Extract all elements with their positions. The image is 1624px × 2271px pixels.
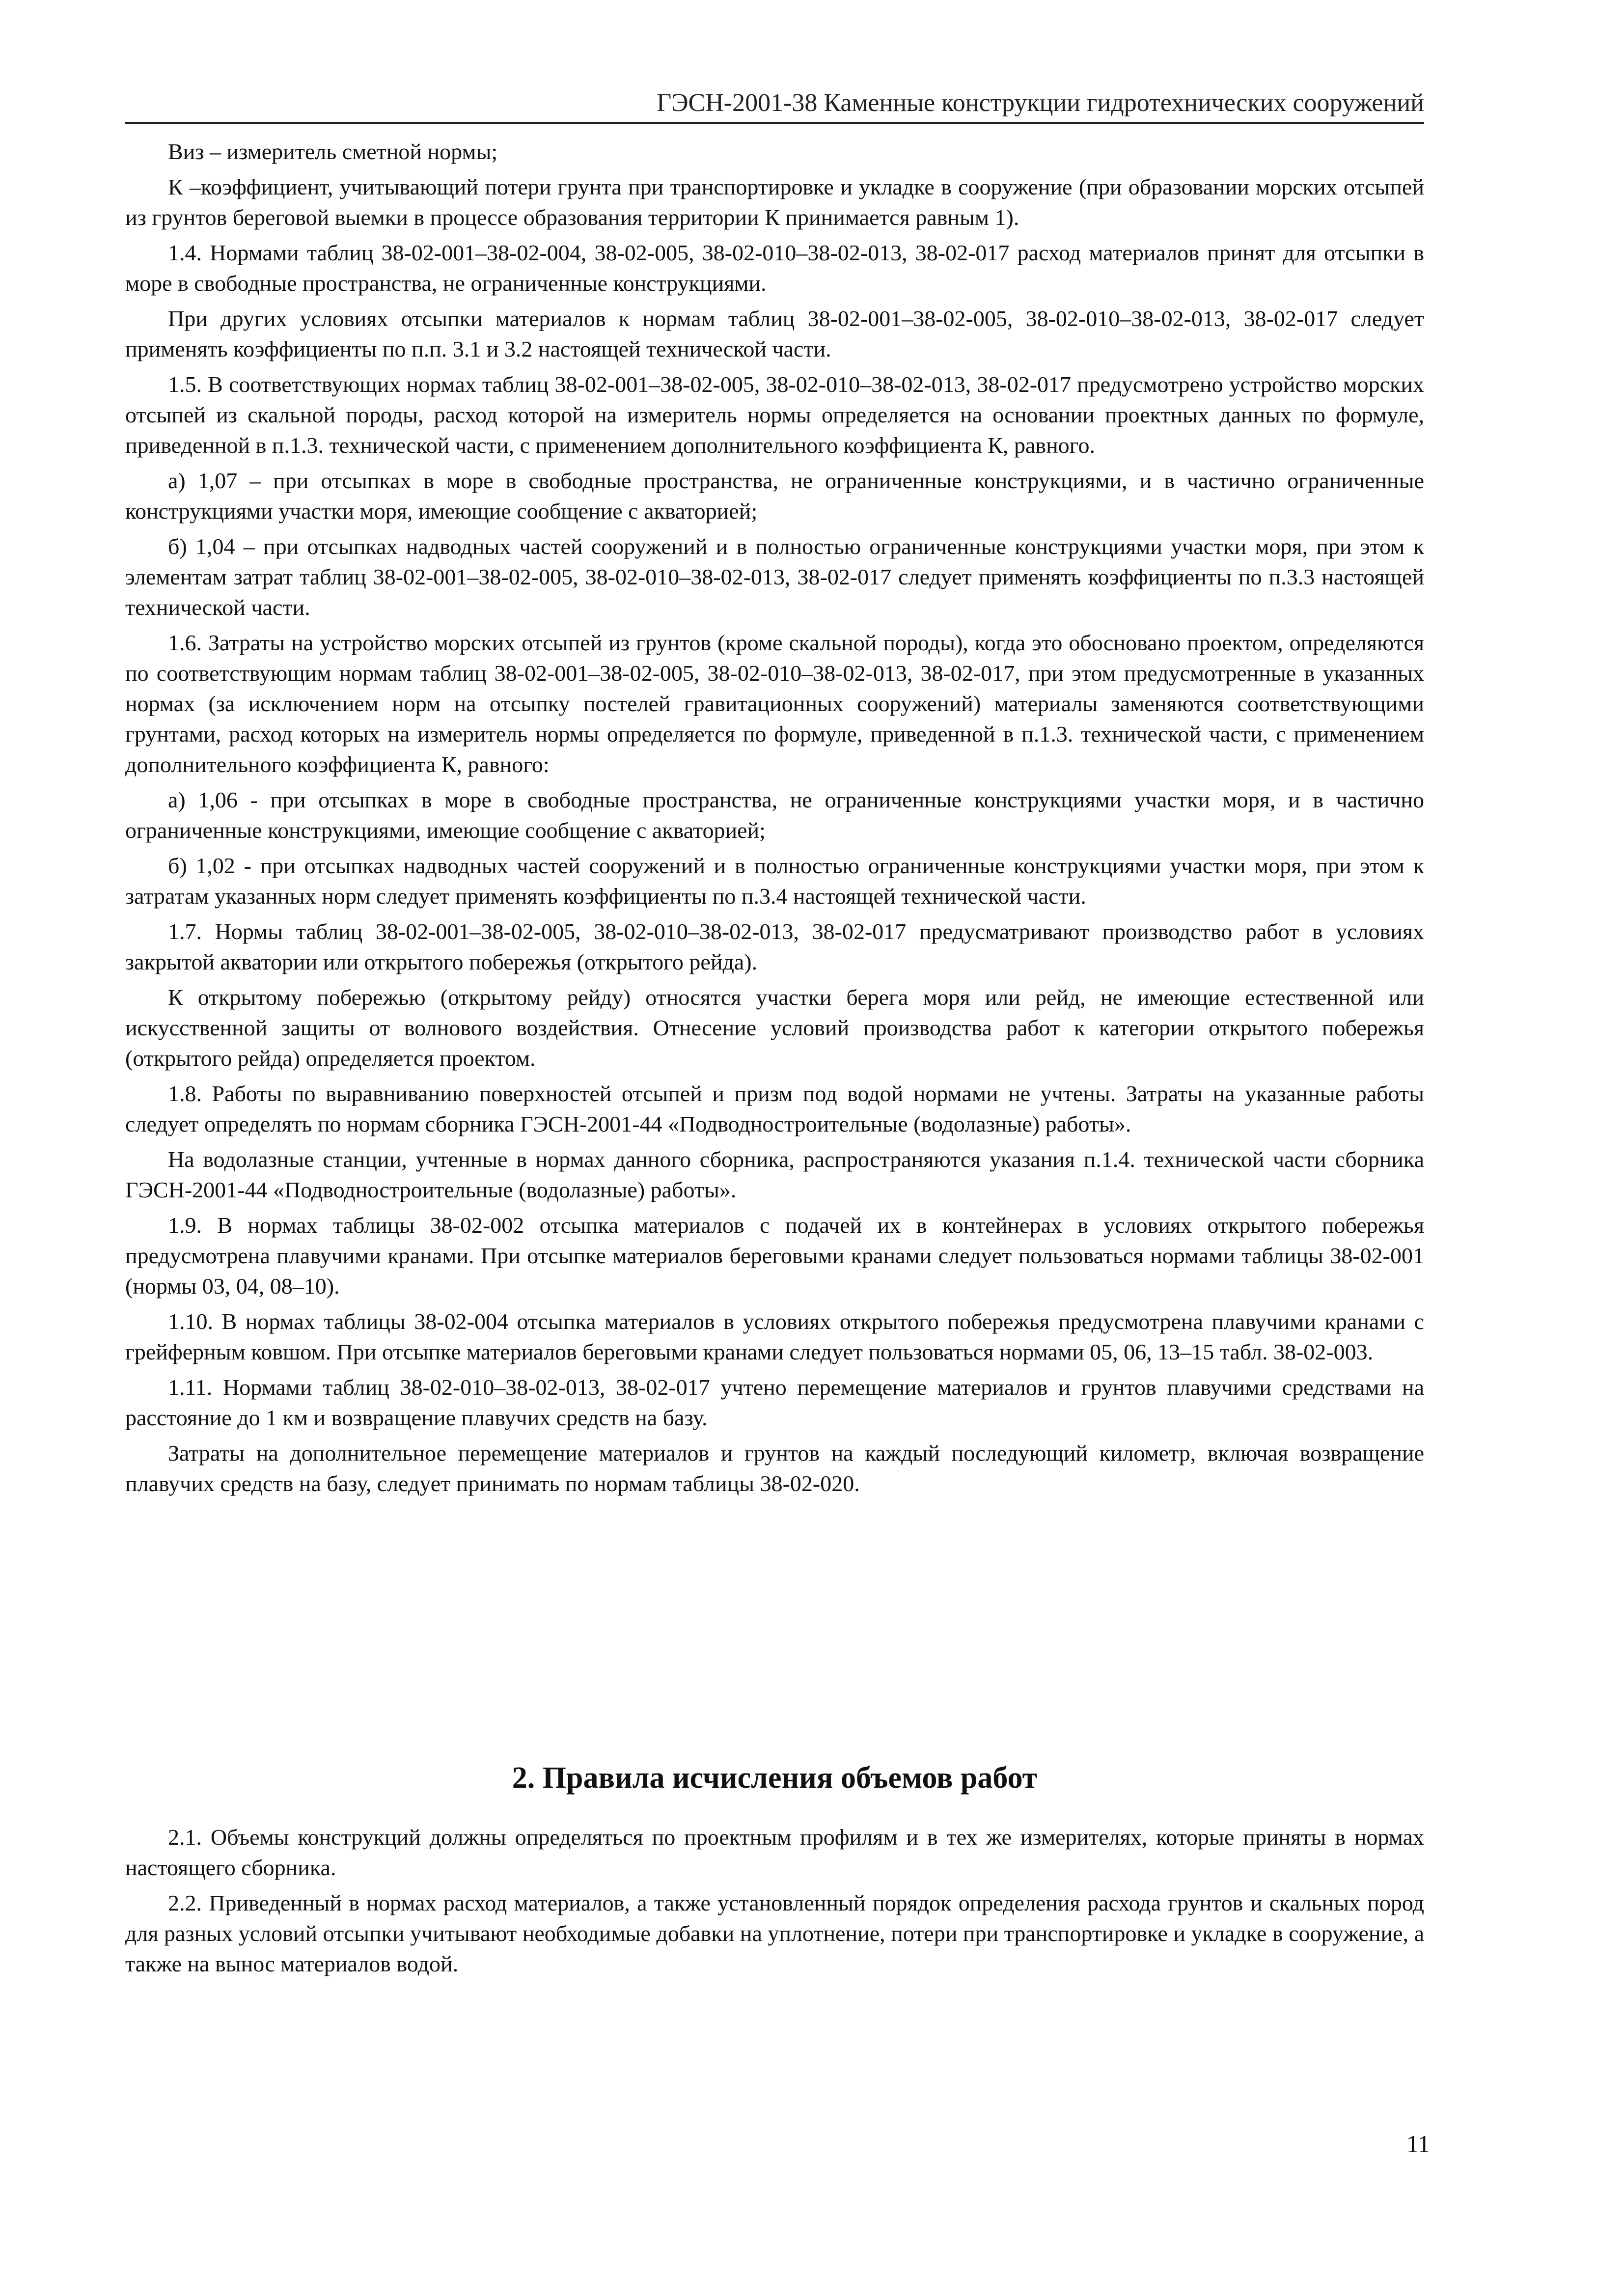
section-text bbox=[125, 1822, 1424, 1984]
paragraph-1-6-b: б) 1,02 - при отсыпках надводных частей сооружений и в полностью ограниченные конструкциями участки моря, при этом к затратам указанных норм следует применять коэффициенты по п.3.4 настоящей технической части. bbox=[125, 853, 1424, 909]
paragraph-1-7: 1.7. Нормы таблиц 38-02-001–38-02-005, 38-02-010–38-02-013, 38-02-017 предусматривают производство работ в условиях закрытой акватории или открытого побережья (открытого рейда). bbox=[125, 919, 1424, 974]
paragraph-1-4-other-conditions: При других условиях отсыпки материалов к нормам таблиц 38-02-001–38-02-005, 38-02-010–38-02-013, 38-02-017 следует применять коэффициенты по п.п. 3.1 и 3.2 настоящей технической части. bbox=[125, 306, 1424, 361]
paragraph-1-11-additional-costs: Затраты на дополнительное перемещение материалов и грунтов на каждый последующий километр, включая возвращение плавучих средств на базу, следует принимать по нормам таблицы 38-02-020. bbox=[125, 1440, 1424, 1496]
paragraph-1-7-open-coast: К открытому побережью (открытому рейду) относятся участки берега моря или рейд, не имеющие естественной или искусственной защиты от волнового воздействия. Отнесение условий производства работ к категории открытого побережья (открытого рейда) определяется проектом. bbox=[125, 985, 1424, 1071]
page-number: 11 bbox=[1406, 2130, 1430, 2158]
paragraph-1-5-a: а) 1,07 – при отсыпках в море в свободные пространства, не ограниченные конструкциями, и в частично ограниченные конструкциями участки моря, имеющие сообщение с акваторией; bbox=[125, 468, 1424, 524]
paragraph-2-1: 2.1. Объемы конструкций должны определяться по проектным профилям и в тех же измерителях, которые приняты в нормах настоящего сборника. bbox=[125, 1825, 1424, 1880]
paragraph-1-9: 1.9. В нормах таблицы 38-02-002 отсыпка материалов с подачей их в контейнерах в условиях открытого побережья предусмотрена плавучими кранами. При отсыпке материалов береговыми кранами следует пользоваться нормами таблицы 38-02-001 (нормы 03, 04, 08–10). bbox=[125, 1213, 1424, 1299]
paragraph-k-coefficient: К –коэффициент, учитывающий потери грунта при транспортировке и укладке в сооружение (при образовании морских отсыпей из грунтов береговой выемки в процессе образования территории К принимается равным 1). bbox=[125, 174, 1424, 230]
paragraph-1-4: 1.4. Нормами таблиц 38-02-001–38-02-004, 38-02-005, 38-02-010–38-02-013, 38-02-017 расход материалов принят для отсыпки в море в свободные пространства, не ограниченные конструкциями. bbox=[125, 240, 1424, 296]
paragraph-viz: Виз – измеритель сметной нормы; bbox=[168, 139, 498, 164]
paragraph-1-5-b: б) 1,04 – при отсыпках надводных частей сооружений и в полностью ограниченные конструкциями участки моря, при этом к элементам затрат таблиц 38-02-001–38-02-005, 38-02-010–38-02-013, 38-02-017 следует применять коэффициенты по п.3.3 настоящей технической части. bbox=[125, 534, 1424, 620]
paragraph-1-5: 1.5. В соответствующих нормах таблиц 38-02-001–38-02-005, 38-02-010–38-02-013, 38-02-017 предусмотрено устройство морских отсыпей из скальной породы, расход которой на измеритель нормы определяется на основании проектных данных по формуле, приведенной в п.1.3. технической части, с применением дополнительного коэффициента К, равного. bbox=[125, 372, 1424, 458]
paragraph-1-11: 1.11. Нормами таблиц 38-02-010–38-02-013, 38-02-017 учтено перемещение материалов и грунтов плавучими средствами на расстояние до 1 км и возвращение плавучих средств на базу. bbox=[125, 1375, 1424, 1430]
section-title: 2. Правила исчисления объемов работ bbox=[512, 1761, 1038, 1795]
paragraph-2-2: 2.2. Приведенный в нормах расход материалов, а также установленный порядок определения расхода грунтов и скальных пород для разных условий отсыпки учитывают необходимые добавки на уплотнение, потери при транспортировке и укладке в сооружение, а также на вынос материалов водой. bbox=[125, 1890, 1424, 1976]
paragraph-1-8-diving-stations: На водолазные станции, учтенные в нормах данного сборника, распространяются указания п.1.4. технической части сборника ГЭСН-2001-44 «Подводностроительные (водолазные) работы». bbox=[125, 1147, 1424, 1202]
paragraph-1-6-a: а) 1,06 - при отсыпках в море в свободные пространства, не ограниченные конструкциями участки моря, и в частично ограниченные конструкциями, имеющие сообщение с акваторией; bbox=[125, 787, 1424, 843]
running-header: ГЭСН-2001-38 Каменные конструкции гидротехнических сооружений bbox=[125, 87, 1424, 124]
body-text bbox=[125, 137, 1424, 1504]
paragraph-1-8: 1.8. Работы по выравниванию поверхностей отсыпей и призм под водой нормами не учтены. Затраты на указанные работы следует определять по нормам сборника ГЭСН-2001-44 «Подводностроительные (водолазные) работы». bbox=[125, 1081, 1424, 1136]
paragraph-1-10: 1.10. В нормах таблицы 38-02-004 отсыпка материалов в условиях открытого побережья предусмотрена плавучими кранами с грейферным ковшом. При отсыпке материалов береговыми кранами следует пользоваться нормами 05, 06, 13–15 табл. 38-02-003. bbox=[125, 1309, 1424, 1364]
paragraph-1-6: 1.6. Затраты на устройство морских отсыпей из грунтов (кроме скальной породы), когда это обосновано проектом, определяются по соответствующим нормам таблиц 38-02-001–38-02-005, 38-02-010–38-02-013, 38-02-017, при этом предусмотренные в указанных нормах (за исключением норм на отсыпку постелей гравитационных сооружений) материалы заменяются соответствующими грунтами, расход которых на измеритель нормы определяется по формуле, приведенной в п.1.3. технической части, с применением дополнительного коэффициента К, равного: bbox=[125, 630, 1424, 777]
